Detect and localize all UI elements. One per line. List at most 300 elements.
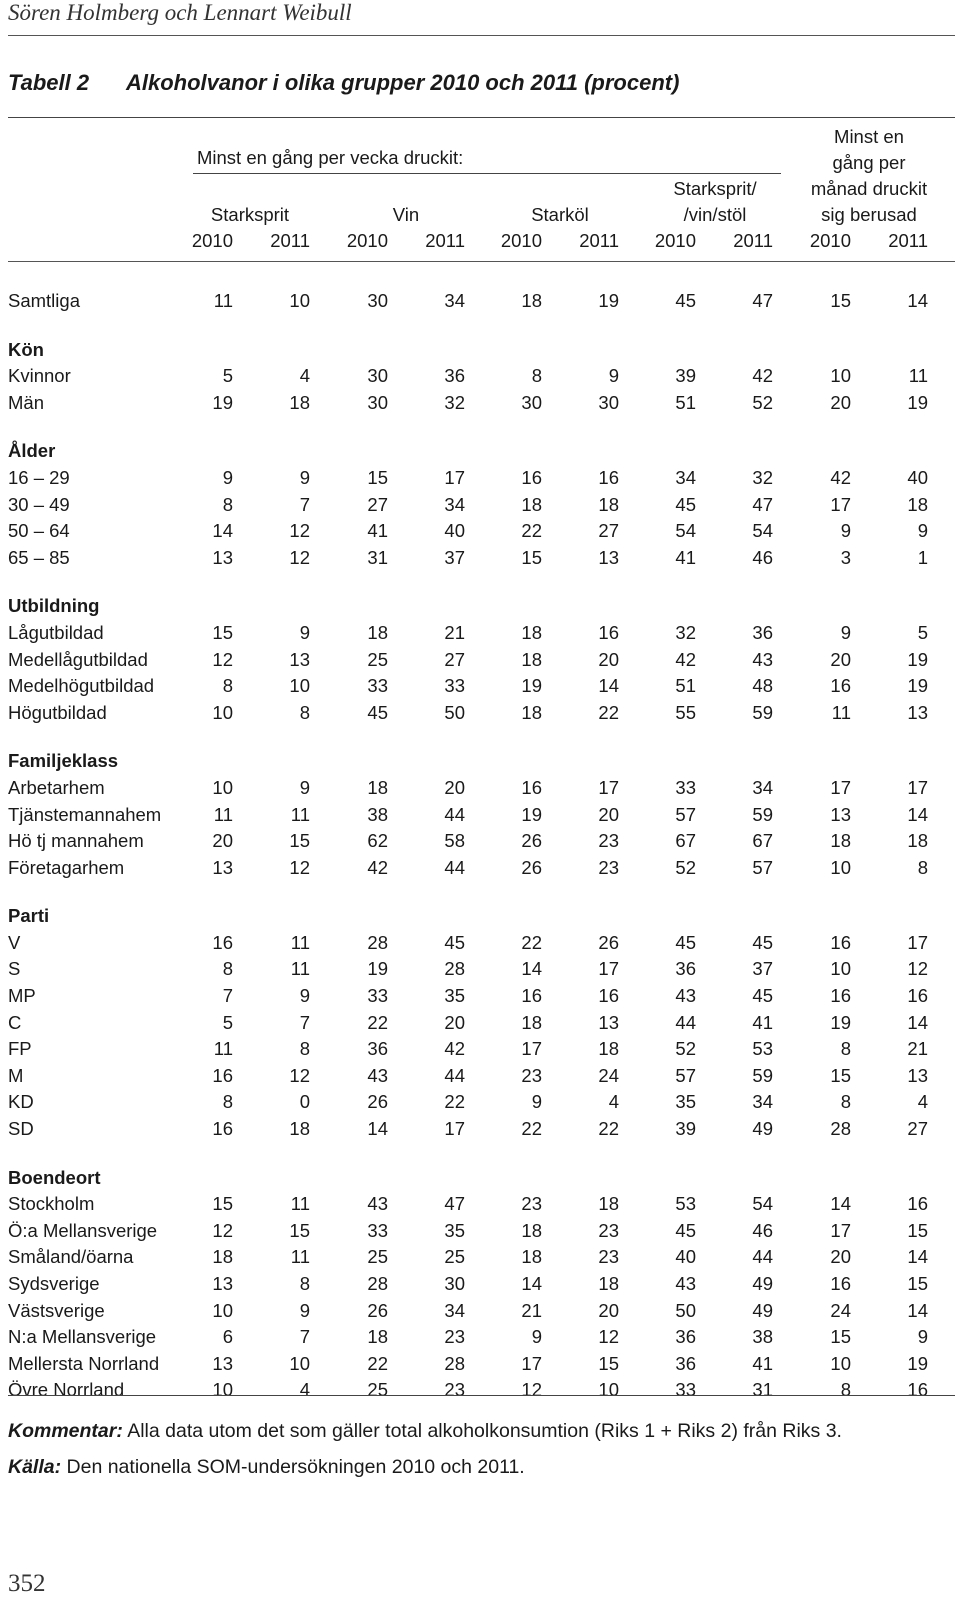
table-cell: 5: [222, 365, 233, 387]
table-cell: 45: [367, 701, 388, 723]
table-cell: 23: [521, 1064, 542, 1086]
table-cell: 18: [521, 648, 542, 670]
table-cell: 40: [444, 520, 465, 542]
table-row: [8, 620, 928, 647]
group-heading: Kön: [8, 338, 44, 360]
table-cell: 62: [367, 830, 388, 852]
header-bottom-rule: [8, 261, 955, 262]
table-cell: 22: [521, 931, 542, 953]
table-cell: 25: [367, 1246, 388, 1268]
table-cell: 11: [290, 803, 310, 825]
table-cell: 23: [444, 1326, 465, 1348]
table-cell: 16: [598, 985, 619, 1007]
row-label: Företagarhem: [8, 856, 125, 878]
table-cell: 16: [521, 985, 542, 1007]
table-cell: 22: [598, 701, 619, 723]
table-cell: 17: [521, 1038, 542, 1060]
table-cell: 45: [675, 290, 696, 311]
table-cell: 42: [367, 856, 388, 878]
table-cell: 13: [830, 803, 851, 825]
table-row: [8, 1063, 928, 1090]
table-cell: 38: [367, 803, 388, 825]
table-cell: 45: [675, 931, 696, 953]
table-cell: 9: [299, 621, 310, 643]
table-cell: 8: [840, 1091, 851, 1113]
table-cell: 45: [752, 931, 773, 953]
row-label: Stockholm: [8, 1193, 95, 1215]
row-label: Arbetarhem: [8, 776, 105, 798]
table-row: [8, 1324, 928, 1351]
table-cell: 17: [521, 1352, 542, 1374]
table-cell: 35: [675, 1091, 696, 1113]
table-cell: 20: [444, 776, 465, 798]
table-cell: 27: [907, 1118, 928, 1140]
row-label: Tjänstemannahem: [8, 803, 162, 825]
table-row: [8, 518, 928, 545]
table-cell: 54: [752, 1193, 773, 1215]
table-cell: 31: [367, 546, 388, 568]
table-cell: 33: [444, 675, 465, 697]
table-cell: 36: [675, 958, 696, 980]
table-cell: 10: [830, 958, 851, 980]
table-cell: 39: [675, 365, 696, 387]
table-cell: 57: [752, 856, 773, 878]
table-cell: 27: [367, 493, 388, 515]
row-label: Övre Norrland: [8, 1379, 125, 1401]
table-cell: 9: [917, 1326, 928, 1348]
table-row: [8, 1089, 928, 1116]
table-cell: 45: [675, 493, 696, 515]
table-cell: 12: [907, 958, 928, 980]
table-cell: 12: [289, 856, 310, 878]
table-cell: 57: [675, 803, 696, 825]
table-cell: 18: [907, 493, 928, 515]
table-cell: 15: [830, 290, 851, 311]
table-cell: 45: [675, 1219, 696, 1241]
table-cell: 14: [521, 958, 542, 980]
table-cell: 22: [521, 1118, 542, 1140]
table-cell: 36: [675, 1326, 696, 1348]
table-cell: 33: [675, 776, 696, 798]
table-cell: 15: [367, 466, 388, 488]
table-cell: 10: [289, 1352, 310, 1374]
table-row: [8, 983, 928, 1010]
table-cell: 22: [367, 1352, 388, 1374]
table-cell: 25: [367, 1379, 388, 1401]
table-cell: 14: [907, 290, 928, 311]
table-cell: 15: [212, 1193, 233, 1215]
table-row: [8, 1298, 928, 1325]
table-cell: 26: [598, 931, 619, 953]
group-heading: Boendeort: [8, 1166, 101, 1188]
comment-text: Alla data utom det som gäller total alkoholkonsumtion (Riks 1 + Riks 2) från Riks 3.: [122, 1420, 842, 1442]
table-cell: 32: [444, 391, 465, 413]
table-cell: 18: [289, 391, 310, 413]
table-cell: 43: [367, 1193, 388, 1215]
table-cell: 16: [521, 776, 542, 798]
table-cell: 9: [840, 520, 851, 542]
table-title: [8, 70, 679, 96]
table-cell: 22: [367, 1011, 388, 1033]
table-row: [8, 647, 928, 674]
table-row: [8, 1218, 928, 1245]
table-row: [8, 802, 928, 829]
table-cell: 33: [367, 675, 388, 697]
table-top-rule: [8, 117, 955, 118]
table-cell: 15: [521, 546, 542, 568]
table-cell: 40: [907, 466, 928, 488]
table-cell: 44: [444, 1064, 465, 1086]
table-row: [8, 1191, 928, 1218]
table-cell: 20: [598, 1299, 619, 1321]
table-cell: 18: [521, 290, 542, 311]
table-cell: 34: [752, 1091, 773, 1113]
table-cell: 13: [598, 1011, 619, 1033]
row-label: Samtliga: [8, 290, 80, 311]
table-cell: 12: [212, 648, 233, 670]
table-cell: 30: [598, 391, 619, 413]
table-cell: 16: [830, 931, 851, 953]
table-cell: 45: [444, 931, 465, 953]
table-cell: 44: [675, 1011, 696, 1033]
spanner-underline: [193, 173, 781, 174]
table-cell: 20: [830, 1246, 851, 1268]
table-cell: 32: [752, 466, 773, 488]
table-cell: 34: [444, 290, 465, 311]
table-cell: 13: [907, 701, 928, 723]
table-cell: 11: [290, 958, 310, 980]
table-cell: 13: [212, 856, 233, 878]
table-cell: 30: [367, 290, 388, 311]
table-cell: 9: [222, 466, 233, 488]
row-label: Medellågutbildad: [8, 648, 148, 670]
table-row: [8, 465, 928, 492]
table-cell: 52: [675, 856, 696, 878]
table-cell: 28: [444, 958, 465, 980]
table-cell: 10: [212, 1379, 233, 1401]
table-cell: 28: [367, 931, 388, 953]
table-cell: 42: [752, 365, 773, 387]
table-cell: 20: [598, 803, 619, 825]
table-cell: 41: [675, 546, 696, 568]
table-cell: 22: [521, 520, 542, 542]
table-cell: 0: [299, 1091, 310, 1113]
table-cell: 17: [907, 931, 928, 953]
table-cell: 1: [917, 546, 928, 568]
year-header: 2010: [654, 230, 696, 251]
table-cell: 43: [752, 648, 773, 670]
row-label: M: [8, 1064, 24, 1086]
group-heading: Parti: [8, 905, 50, 927]
table-cell: 36: [675, 1352, 696, 1374]
comment-footnote: [8, 1420, 842, 1443]
group-heading: Ålder: [8, 440, 56, 462]
table-cell: 34: [444, 493, 465, 515]
group-heading: Familjeklass: [8, 750, 119, 772]
table-cell: 22: [598, 1118, 619, 1140]
table-cell: 35: [444, 985, 465, 1007]
table-cell: 47: [752, 493, 773, 515]
row-label: MP: [8, 985, 36, 1007]
row-label: Hö tj mannahem: [8, 830, 144, 852]
table-cell: 41: [752, 1011, 773, 1033]
table-cell: 17: [598, 958, 619, 980]
table-cell: 16: [830, 1273, 851, 1294]
table-cell: 9: [840, 621, 851, 643]
table-cell: 10: [212, 1299, 233, 1321]
table-cell: 16: [830, 675, 851, 697]
table-cell: 11: [290, 1246, 310, 1268]
table-row: [8, 1116, 928, 1143]
table-cell: 23: [598, 1246, 619, 1268]
table-cell: 37: [444, 546, 465, 568]
table-cell: 20: [830, 648, 851, 670]
source-footnote: [8, 1456, 525, 1479]
table-cell: 8: [222, 958, 233, 980]
row-label: FP: [8, 1038, 32, 1060]
table-cell: 54: [752, 520, 773, 542]
table-cell: 11: [831, 701, 851, 723]
table-cell: 14: [367, 1118, 388, 1140]
table-cell: 30: [367, 365, 388, 387]
table-cell: 16: [907, 985, 928, 1007]
table-cell: 26: [521, 856, 542, 878]
table-bottom-rule: [8, 1395, 955, 1396]
col-drunk-line3: månad druckit: [810, 178, 928, 199]
table-cell: 42: [444, 1038, 465, 1060]
table-row: [8, 1244, 928, 1271]
table-cell: 19: [830, 1011, 851, 1033]
table-cell: 19: [598, 290, 619, 311]
table-cell: 9: [608, 365, 619, 387]
table-cell: 7: [299, 493, 310, 515]
table-cell: 9: [531, 1091, 542, 1113]
table-cell: 16: [907, 1193, 928, 1215]
table-cell: 41: [752, 1352, 773, 1374]
table-cell: 46: [752, 1219, 773, 1241]
table-cell: 46: [752, 546, 773, 568]
table-cell: 13: [289, 648, 310, 670]
year-header: 2011: [425, 230, 465, 251]
row-label: KD: [8, 1091, 34, 1113]
table-cell: 25: [367, 648, 388, 670]
row-label: Medelhögutbildad: [8, 675, 155, 697]
table-row: [8, 700, 928, 727]
table-cell: 26: [521, 830, 542, 852]
table-cell: 14: [907, 1246, 928, 1268]
table-cell: 19: [367, 958, 388, 980]
table-cell: 36: [367, 1038, 388, 1060]
row-label: N:a Mellansverige: [8, 1326, 157, 1348]
row-label: SD: [8, 1118, 34, 1140]
table-cell: 24: [598, 1064, 619, 1086]
table-cell: 15: [907, 1219, 928, 1241]
col-vin: Vin: [392, 204, 420, 225]
source-text: Den nationella SOM-undersökningen 2010 och 2011.: [61, 1456, 525, 1478]
table-cell: 8: [222, 1091, 233, 1113]
row-label: Västsverige: [8, 1299, 105, 1321]
row-label: Män: [8, 391, 44, 413]
table-cell: 19: [521, 675, 542, 697]
group-heading-row: [8, 571, 928, 620]
table-cell: 27: [598, 520, 619, 542]
table-cell: 10: [830, 1352, 851, 1374]
table-cell: 10: [830, 365, 851, 387]
table-cell: 44: [752, 1246, 773, 1268]
table-cell: 49: [752, 1299, 773, 1321]
table-cell: 16: [212, 1118, 233, 1140]
table-caption: Alkoholvanor i olika grupper 2010 och 2011 (procent): [126, 70, 680, 95]
table-cell: 20: [830, 391, 851, 413]
col-any-line2: /vin/stöl: [683, 204, 747, 225]
table-cell: 18: [367, 776, 388, 798]
table-cell: 3: [840, 546, 851, 568]
table-cell: 9: [299, 776, 310, 798]
table-cell: 25: [444, 1246, 465, 1268]
table-cell: 9: [531, 1326, 542, 1348]
table-cell: 10: [830, 856, 851, 878]
table-cell: 48: [752, 675, 773, 697]
table-cell: 11: [213, 803, 233, 825]
table-cell: 14: [907, 1299, 928, 1321]
table-cell: 17: [830, 493, 851, 515]
year-header: 2011: [579, 230, 619, 251]
table-cell: 9: [299, 985, 310, 1007]
col-drunk-line4: sig berusad: [821, 204, 917, 225]
page-number: 352: [8, 1570, 46, 1597]
table-cell: 18: [598, 1193, 619, 1215]
table-cell: 38: [752, 1326, 773, 1348]
table-cell: 59: [752, 1064, 773, 1086]
table-cell: 19: [907, 675, 928, 697]
table-cell: 11: [213, 1038, 233, 1060]
table-cell: 8: [531, 365, 542, 387]
table-cell: 13: [907, 1064, 928, 1086]
row-label: Mellersta Norrland: [8, 1352, 160, 1374]
table-cell: 6: [222, 1326, 233, 1348]
table-cell: 59: [752, 803, 773, 825]
table-cell: 18: [212, 1246, 233, 1268]
table-cell: 23: [598, 856, 619, 878]
table-cell: 23: [598, 1219, 619, 1241]
table-cell: 10: [598, 1379, 619, 1401]
table-cell: 16: [598, 466, 619, 488]
table-cell: 8: [299, 701, 310, 723]
table-cell: 19: [907, 391, 928, 413]
table-cell: 54: [675, 520, 696, 542]
table-cell: 20: [212, 830, 233, 852]
table-cell: 52: [675, 1038, 696, 1060]
row-label: Högutbildad: [8, 701, 107, 723]
row-label: C: [8, 1011, 22, 1033]
table-cell: 7: [222, 985, 233, 1007]
table-cell: 42: [675, 648, 696, 670]
table-cell: 9: [299, 466, 310, 488]
table-cell: 4: [608, 1091, 619, 1113]
group-heading: Utbildning: [8, 595, 100, 617]
table-cell: 8: [299, 1273, 310, 1294]
year-header: 2011: [270, 230, 310, 251]
table-cell: 28: [444, 1352, 465, 1374]
table-cell: 9: [299, 1299, 310, 1321]
table-row: [8, 673, 928, 700]
group-heading-row: [8, 726, 928, 775]
table-cell: 18: [598, 493, 619, 515]
table-cell: 55: [675, 701, 696, 723]
table-cell: 13: [212, 1273, 233, 1294]
table-cell: 16: [907, 1379, 928, 1401]
table-cell: 42: [830, 466, 851, 488]
table-row: [8, 775, 928, 802]
table-cell: 27: [444, 648, 465, 670]
year-header: 2010: [191, 230, 233, 251]
table-cell: 13: [598, 546, 619, 568]
table-row: [8, 1010, 928, 1037]
table-cell: 23: [598, 830, 619, 852]
table-cell: 47: [444, 1193, 465, 1215]
table-cell: 51: [675, 391, 696, 413]
table-cell: 15: [598, 1352, 619, 1374]
group-heading-row: [8, 1143, 928, 1192]
table-cell: 28: [830, 1118, 851, 1140]
table-cell: 20: [444, 1011, 465, 1033]
table-cell: 17: [444, 1118, 465, 1140]
table-cell: 34: [675, 466, 696, 488]
data-table: [8, 288, 928, 1404]
table-cell: 40: [675, 1246, 696, 1268]
table-cell: 16: [521, 466, 542, 488]
table-cell: 18: [521, 493, 542, 515]
table-row: [8, 363, 928, 390]
table-cell: 11: [290, 931, 310, 953]
table-cell: 10: [289, 675, 310, 697]
table-cell: 19: [521, 803, 542, 825]
row-label: Småland/öarna: [8, 1246, 134, 1268]
year-header: 2011: [733, 230, 773, 251]
table-cell: 4: [299, 1379, 310, 1401]
table-cell: 8: [222, 675, 233, 697]
col-any-line1: Starksprit/: [673, 178, 757, 199]
table-cell: 16: [598, 621, 619, 643]
table-cell: 21: [907, 1038, 928, 1060]
table-cell: 5: [222, 1011, 233, 1033]
table-cell: 13: [212, 546, 233, 568]
table-cell: 18: [367, 621, 388, 643]
source-label: Källa:: [8, 1456, 62, 1478]
table-cell: 8: [840, 1038, 851, 1060]
table-cell: 12: [289, 1064, 310, 1086]
table-cell: 59: [752, 701, 773, 723]
table-cell: 45: [752, 985, 773, 1007]
table-cell: 7: [299, 1011, 310, 1033]
row-label: S: [8, 958, 21, 980]
table-cell: 12: [289, 546, 310, 568]
table-cell: 31: [752, 1379, 773, 1401]
table-cell: 14: [907, 1011, 928, 1033]
table-cell: 43: [675, 1273, 696, 1294]
table-cell: 8: [917, 856, 928, 878]
table-cell: 18: [289, 1118, 310, 1140]
group-heading-row: [8, 416, 928, 465]
table-cell: 9: [917, 520, 928, 542]
table-cell: 44: [444, 856, 465, 878]
col-drunk-line1: Minst en: [834, 126, 904, 147]
table-row: [8, 855, 928, 882]
table-cell: 24: [830, 1299, 851, 1321]
table-cell: 11: [213, 290, 233, 311]
table-cell: 17: [830, 776, 851, 798]
table-cell: 7: [299, 1326, 310, 1348]
